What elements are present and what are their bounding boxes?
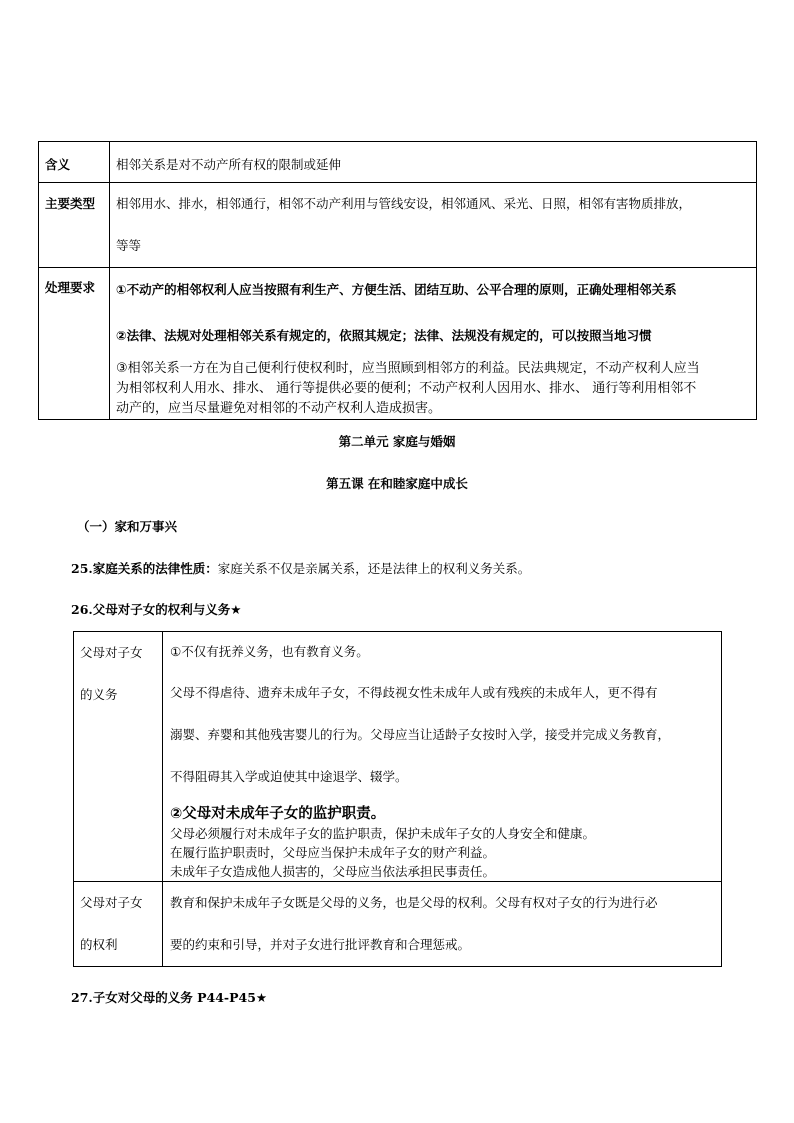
table-row [39,142,757,183]
row-content [163,632,722,882]
section-heading: （一）家和万事兴 [77,519,178,534]
row-label [39,268,110,420]
duty-line: 在履行监护职责时，父母应当保护未成年子女的财产利益。 [170,845,496,860]
paragraph-number: 27. [71,990,93,1005]
spacer [116,300,750,326]
row-label: 含义 [39,142,110,183]
paragraph-title: 父母对子女的权利与义务★ [92,602,242,617]
row-label-text: 处理要求 [45,280,96,295]
label-line: 的义务 [80,687,118,702]
paragraph-number: 26. [71,602,93,617]
label-line: 父母对子女 [80,645,143,660]
lesson-heading: 第五课 在和睦家庭中成长 [326,476,468,491]
table-row [39,183,757,268]
duty-line: 不得阻碍其入学或迫使其中途退学、辍学。 [170,769,408,784]
row-content [110,183,757,268]
label-line: 父母对子女 [80,895,143,910]
paragraph-text: 家庭关系不仅是亲属关系，还是法律上的权利义务关系。 [217,561,531,576]
requirement-3-line: 为相邻权利人用水、排水、 通行等提供必要的便利；不动产权利人因用水、排水、 通行等利用相邻不 [116,381,697,396]
row-label [74,632,163,882]
duty-line: 溺婴、弃婴和其他残害婴儿的行为。父母应当让适龄子女按时入学，接受并完成义务教育， [170,727,671,742]
requirement-1: ①不动产的相邻权利人应当按照有利生产、方便生活、团结互助、公平合理的原则，正确处理相邻关系 [116,282,677,297]
row-content [163,882,722,967]
table-row [74,882,722,967]
unit-heading: 第二单元 家庭与婚姻 [338,434,456,449]
row-label [39,183,110,268]
table-row [39,268,757,420]
requirement-3-line: ③相邻关系一方在为自己便利行使权利时，应当照顾到相邻方的利益。民法典规定，不动产权利人应当 [116,361,700,376]
duty-item-2: ②父母对未成年子女的监护职责。 [170,806,386,822]
row-label-text: 主要类型 [45,196,96,211]
requirement-2: ②法律、法规对处理相邻关系有规定的，依照其规定；法律、法规没有规定的，可以按照当地习惯 [116,328,652,343]
right-line: 教育和保护未成年子女既是父母的义务，也是父母的权利。父母有权对子女的行为进行必 [170,895,658,910]
paragraph-26 [71,600,241,618]
label-line: 的权利 [80,937,118,952]
content-line: 相邻用水、排水，相邻通行，相邻不动产利用与管线安设，相邻通风、采光、日照，相邻有害物质排放， [116,196,692,211]
row-label [74,882,163,967]
page-range: P44-P45 [197,990,256,1005]
content-wrap [116,268,750,419]
requirement-3-line: 动产的，应当尽量避免对相邻的不动产权利人造成损害。 [116,401,442,416]
spacer [116,346,750,359]
parent-child-table [73,631,722,967]
duty-line: 未成年子女造成他人损害的，父母应当依法承担民事责任。 [170,864,496,879]
paragraph-title: 家庭关系的法律性质： [92,561,218,576]
row-content [110,268,757,420]
star-icon: ★ [255,990,268,1005]
duty-line: 父母必须履行对未成年子女的监护职责，保护未成年子女的人身安全和健康。 [170,826,596,841]
neighbor-relations-table [38,141,757,420]
paragraph-27 [71,988,267,1006]
duty-line: 父母不得虐待、遗弃未成年子女，不得歧视女性未成年人或有残疾的未成年人，更不得有 [170,685,658,700]
row-content: 相邻关系是对不动产所有权的限制或延伸 [110,142,757,183]
paragraph-title: 子女对父母的义务 [92,990,198,1005]
duty-item-1: ①不仅有抚养义务，也有教育义务。 [170,644,369,659]
paragraph-25 [71,559,530,577]
paragraph-number: 25. [71,561,93,576]
right-line: 要的约束和引导，并对子女进行批评教育和合理惩戒。 [170,937,471,952]
content-line: 等等 [116,238,142,253]
table-row [74,632,722,882]
